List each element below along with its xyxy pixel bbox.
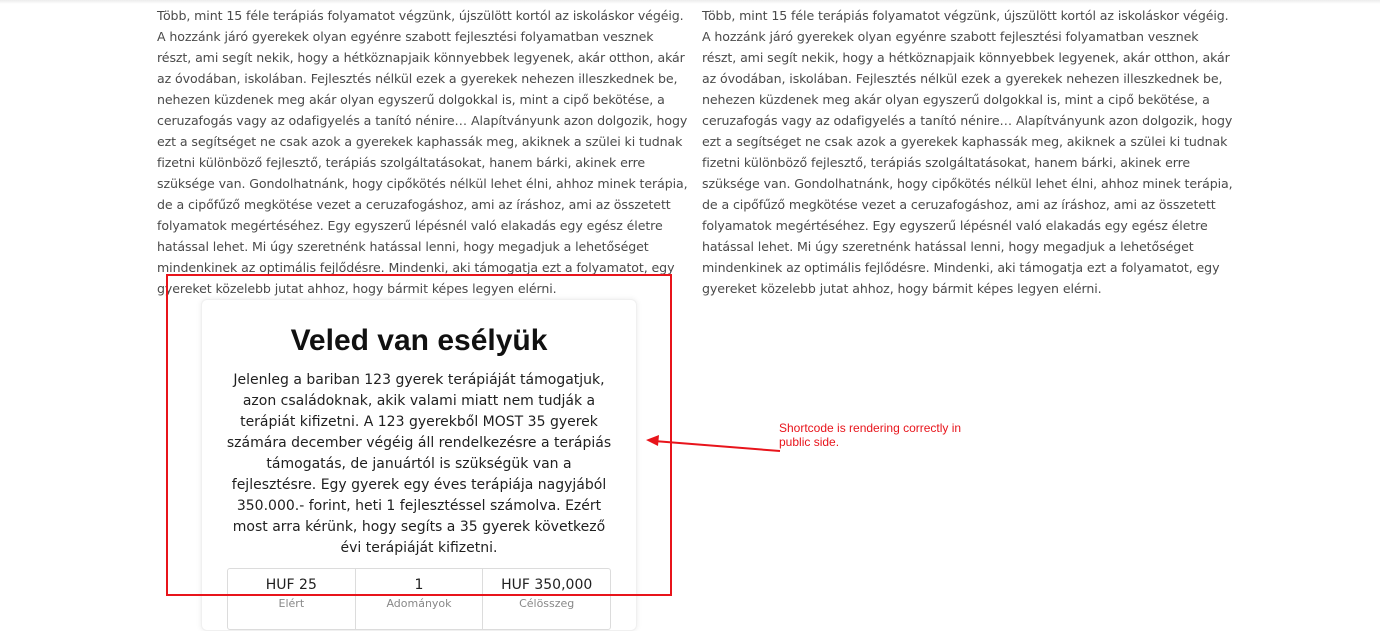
article-paragraph-right: Több, mint 15 féle terápiás folyamatot végzünk, újszülött kortól az iskoláskor végéig. A hozzánk járó gyerekek olyan egyénre szabott fejlesztési folyamatban vesznek részt, ami segít nekik, hogy a hétköznapjaik könnyebbek legyenek, akár otthon, akár az óvodában, iskolában. Fejlesztés nélkül ezek a gyerekek nehezen illeszkednek be, nehezen küzdenek meg akár olyan egyszerű dolgokkal is, mint a cipő bekötése, a ceruzafogás vagy az odafigyelés a tanító nénire… Alapítványunk azon dolgozik, hogy ezt a segítséget ne csak azok a gyerekek kaphassák meg, akiknek a szülei ki tudnak fizetni különböző fejlesztő, terápiás szolgáltatásokat, hanem bárki, akinek erre szüksége van. Gondolhatnánk, hogy cipőkötés nélkül lehet élni, ahhoz minek terápia, de a cipőfűző megkötése vezet a ceruzafogáshoz, ami az íráshoz, ami az összetett folyamatok megértéséhez. Egy egyszerű lépésnél való elakadás egy egész életre hatással lehet. Mi úgy szeretnénk hatással lenni, hogy megadjuk a lehetőséget mindenkinek az optimális fejlődésre. Mindenki, aki támogatja ezt a folyamatot, egy gyereket közelebb jutat ahhoz, hogy bármit képes legyen elérni. [702,8,1233,296]
stat-goal-value: HUF 350,000 [501,577,593,593]
campaign-description: Jelenleg a bariban 123 gyerek terápiáját támogatjuk, azon családoknak, akik valami miatt nem tudják a terápiát kifizetni. A 123 gyerekből MOST 35 gyerek számára december végéig áll rendelkezésre a terápiás támogatás, de januártól is szükségük van a fejlesztésre. Egy gyerek egy éves terápiája nagyjából 350.000.- forint, heti 1 fejlesztéssel számolva. Ezért most arra kérünk, hogy segíts a 35 gyerek következő évi terápiáját kifizetni. [226,372,612,556]
stat-raised-label: Elért [278,597,305,610]
campaign-title: Veled van esélyük [290,324,548,357]
annotation-note: Shortcode is rendering correctly in public side. [779,421,962,449]
stat-donations-label: Adományok [386,597,452,610]
stat-goal-label: Célösszeg [519,597,575,610]
stat-donations-value: 1 [414,577,424,593]
article-paragraph-left: Több, mint 15 féle terápiás folyamatot végzünk, újszülött kortól az iskoláskor végéig. A hozzánk járó gyerekek olyan egyénre szabott fejlesztési folyamatban vesznek részt, ami segít nekik, hogy a hétköznapjaik könnyebbek legyenek, akár otthon, akár az óvodában, iskolában. Fejlesztés nélkül ezek a gyerekek nehezen illeszkednek be, nehezen küzdenek meg akár olyan egyszerű dolgokkal is, mint a cipő bekötése, a ceruzafogás vagy az odafigyelés a tanító nénire… Alapítványunk azon dolgozik, hogy ezt a segítséget ne csak azok a gyerekek kaphassák meg, akiknek a szülei ki tudnak fizetni különböző fejlesztő, terápiás szolgáltatásokat, hanem bárki, akinek erre szüksége van. Gondolhatnánk, hogy cipőkötés nélkül lehet élni, ahhoz minek terápia, de a cipőfűző megkötése vezet a ceruzafogáshoz, ami az íráshoz, ami az összetett folyamatok megértéséhez. Egy egyszerű lépésnél való elakadás egy egész életre hatással lehet. Mi úgy szeretnénk hatással lenni, hogy megadjuk a lehetőséget mindenkinek az optimális fejlődésre. Mindenki, aki támogatja ezt a folyamatot, egy gyereket közelebb jutat ahhoz, hogy bármit képes legyen elérni. [157,8,688,296]
annotation-arrow-icon [640,430,785,460]
left-column [0,0,700,296]
stat-raised-value: HUF 25 [265,577,317,593]
annotation-highlight-box [166,274,672,596]
